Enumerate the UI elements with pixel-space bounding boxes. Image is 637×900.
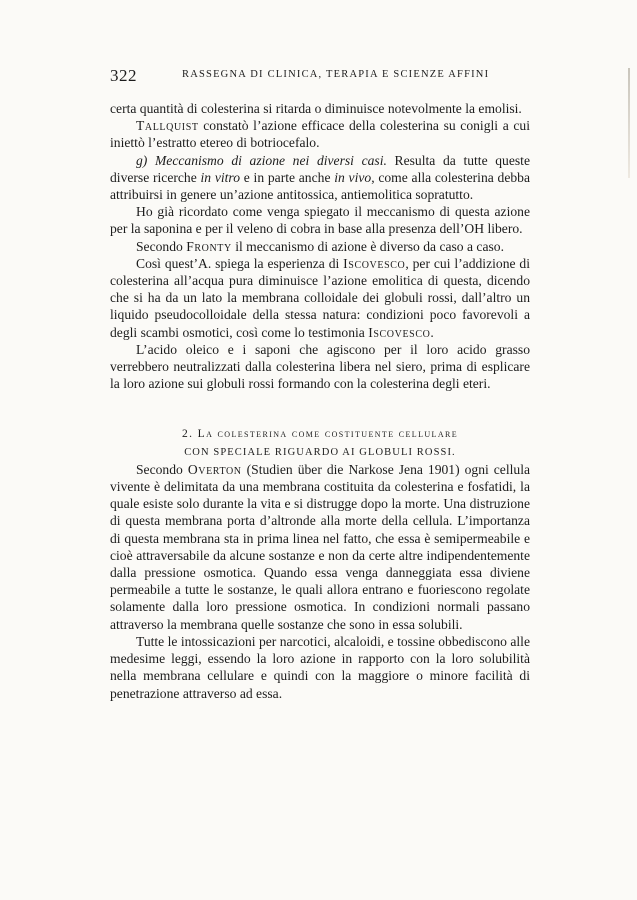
paragraph-5: Secondo Fronty il meccanismo di azione è diverso da caso a caso. bbox=[136, 238, 504, 254]
author-name: Iscovesco bbox=[368, 324, 431, 340]
running-head-title: RASSEGNA DI CLINICA, TERAPIA E SCIENZE AFFINI bbox=[182, 69, 490, 80]
section-subheading: CON SPECIALE RIGUARDO AI GLOBULI ROSSI. bbox=[184, 446, 456, 458]
paragraph-7: L’acido oleico e i saponi che agiscono per il loro acido grasso verrebbero neutralizzati dalla colesterina libera nel siero, prima di esplicare la loro azione sui globuli rossi formando con la colesterina degli eteri. bbox=[110, 341, 530, 392]
section-heading: 2. La colesterina come costituente cellulare bbox=[181, 428, 459, 441]
page-number: 322 bbox=[110, 66, 137, 85]
paragraph-1: certa quantità di colesterina si ritarda o diminuisce notevolmente la emolisi. bbox=[110, 101, 522, 116]
scan-edge-mark bbox=[628, 68, 630, 178]
author-name: Tallquist bbox=[136, 118, 199, 134]
paragraph-4: Ho già ricordato come venga spiegato il meccanismo di questa azione per la saponina e per il veleno di cobra in base alla presenza dell’OH libero. bbox=[110, 204, 530, 237]
paragraph-2: Tallquist constatò l’azione efficace della colesterina su conigli a cui iniettò l’estratto etereo di botriocefalo. bbox=[110, 118, 530, 151]
author-name: Fronty bbox=[186, 238, 232, 254]
subsection-label: g) Meccanismo di azione nei diversi casi. bbox=[136, 152, 387, 168]
running-head bbox=[110, 66, 530, 86]
paragraph-6: Così quest’A. spiega la esperienza di Iscovesco, per cui l’addizione di colesterina all’acqua pura diminuisce l’azione emolitica di questa, dicendo che si ha da un lato la membrana colloidale dei globuli rossi, dall’altro un liquido pseudocolloidale della stessa natura: condizioni poco favorevoli a degli scambi osmotici, così come lo testimonia Iscovesco. bbox=[110, 255, 530, 340]
author-name: Overton bbox=[187, 461, 242, 477]
author-name: Iscovesco bbox=[343, 255, 406, 271]
paragraph-3: g) Meccanismo di azione nei diversi casi. Resulta da tutte queste diverse ricerche in vitro e in parte anche in vivo, come alla colesterina debba attribuirsi in genere un’azione antitossica, antiemolitica sopratutto. bbox=[110, 152, 530, 203]
section-paragraph-2: Tutte le intossicazioni per narcotici, alcaloidi, e tossine obbediscono alle medesime leggi, essendo la loro azione in rapporto con la loro solubilità nella membrana cellulare e quindi con la maggiore o minore facilità di penetrazione attraverso ad essa. bbox=[110, 633, 530, 701]
body-text bbox=[110, 100, 530, 702]
section-paragraph-1: Secondo Overton (Studien über die Narkose Jena 1901) ogni cellula vivente è delimitata da una membrana costituita da colesterina e fosfatidi, la quale esiste solo durante la vita e si distrugge dopo la morte. Una distruzione di questa membrana porta d’altronde alla morte della cellula. L’importanza di questa membrana sta in prima linea nel fatto, che essa è semipermeabile e cioè attraversabile da alcune sostanze e non da certe altre indipendentemente dalla pressione osmotica. Quando essa venga danneggiata essa diviene permeabile a tutte le sostanze, le quali allora entrano e fuoriescono regolate solamente dalla loro pressione osmotica. In condizioni normali passano attraverso la membrana quelle sostanze che sono in essa solubili. bbox=[110, 461, 531, 632]
